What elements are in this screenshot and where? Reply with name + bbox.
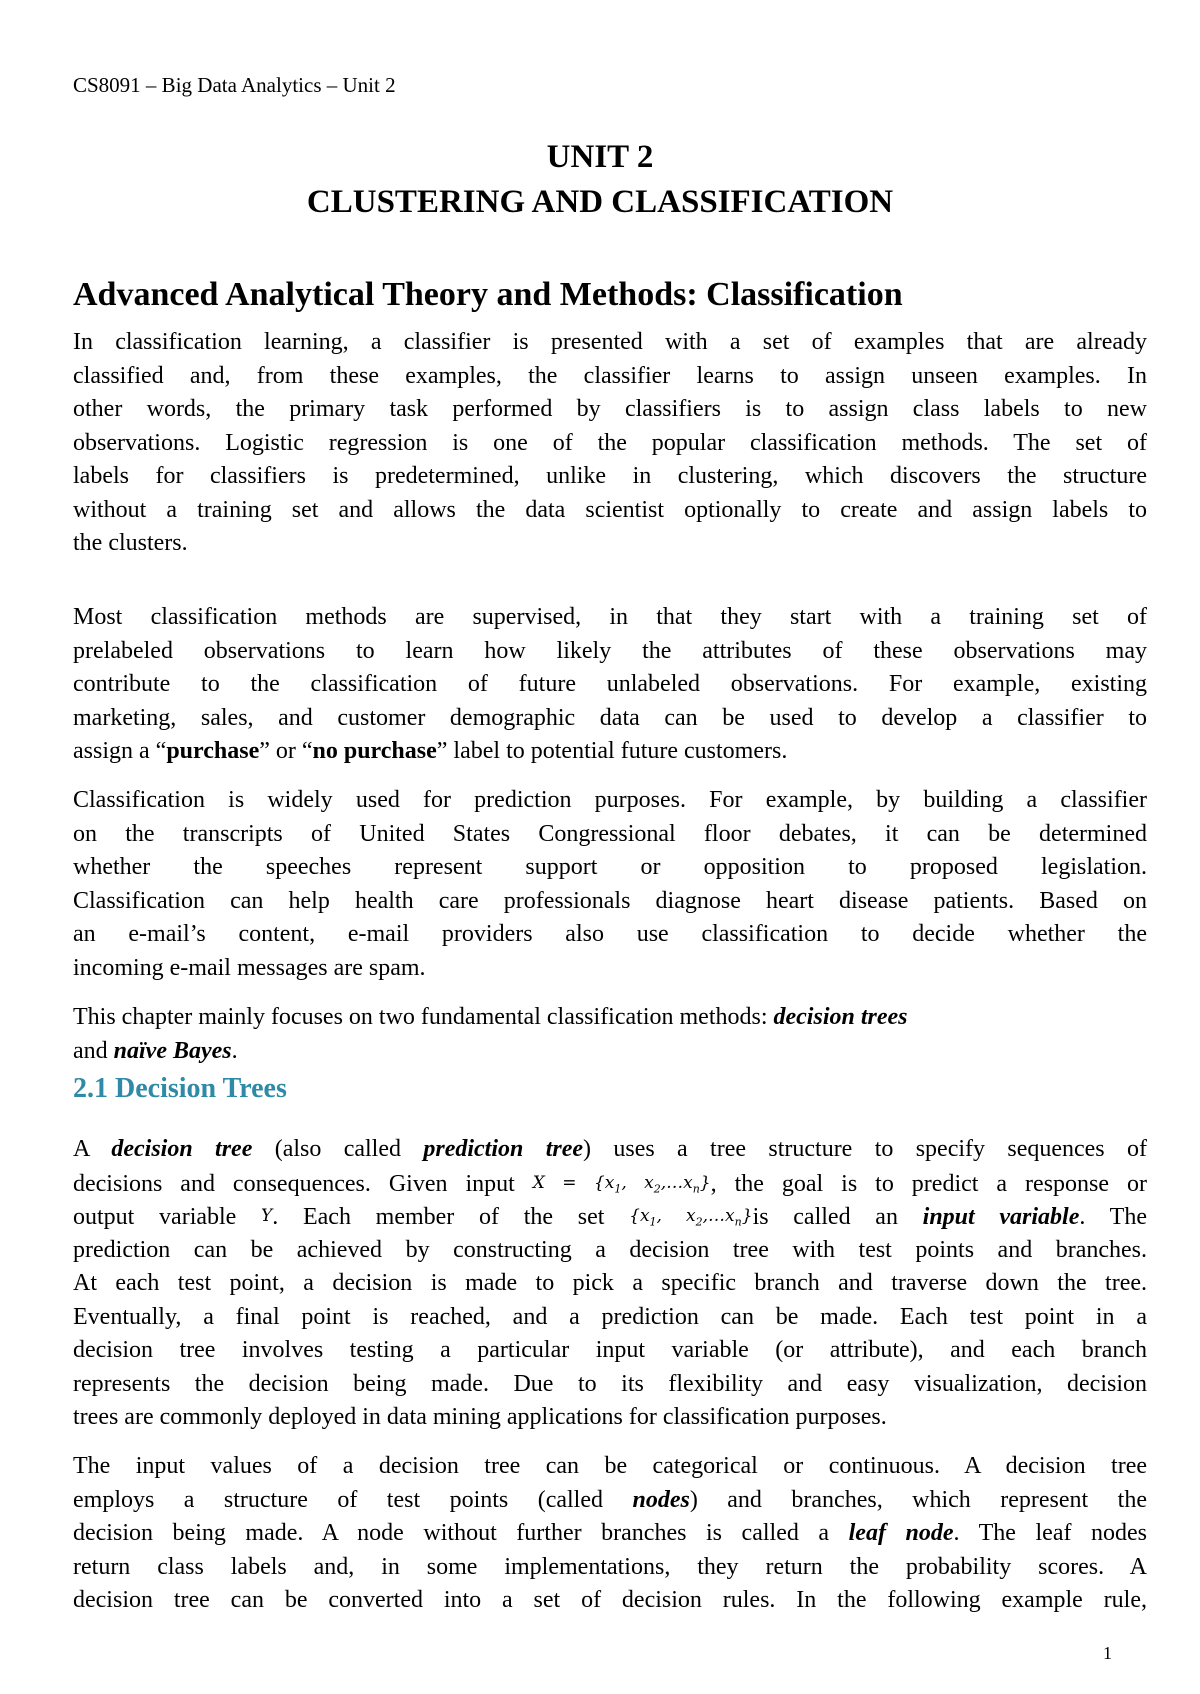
- text-line: labels for classifiers is predetermined, unlike in clustering, which discovers the structure: [73, 463, 1147, 489]
- text-line: whether the speeches represent support or opposition to proposed legislation.: [73, 854, 1147, 880]
- unit-topic: CLUSTERING AND CLASSIFICATION: [306, 184, 894, 220]
- paragraph-input-values: [73, 1450, 1147, 1618]
- term-leaf-node: leaf node: [848, 1520, 954, 1546]
- paragraph-decision-tree: [73, 1133, 1147, 1435]
- subsection-heading: 2.1 Decision Trees: [73, 1073, 287, 1104]
- text-line: decision being made. A node without further branches is called a leaf node. The leaf nodes: [73, 1520, 1148, 1546]
- unit-title: [0, 135, 1200, 225]
- term-decision-tree: decision tree: [111, 1136, 253, 1162]
- text-line: assign a “purchase” or “no purchase” label to potential future customers.: [73, 738, 788, 764]
- text-line: the clusters.: [73, 530, 188, 556]
- section-heading: Advanced Analytical Theory and Methods: Classification: [73, 276, 903, 313]
- text-line: output variable Y. Each member of the set {$x_1$, $x_2,\dots x_n\}is$ called an input variable. The: [73, 1204, 1147, 1230]
- text-line: Most classification methods are supervised, in that they start with a training set of: [73, 604, 1147, 630]
- text-line: and naïve Bayes.: [73, 1037, 238, 1064]
- text-line: incoming e-mail messages are spam.: [73, 954, 426, 981]
- purchase-label: purchase: [166, 738, 260, 764]
- text-line: prediction can be achieved by constructing a decision tree with test points and branches.: [73, 1236, 1147, 1263]
- text-line: Eventually, a final point is reached, and a prediction can be made. Each test point in a: [73, 1303, 1147, 1330]
- text-line: an e-mail’s content, e-mail providers also use classification to decide whether the: [73, 921, 1147, 947]
- text-line: represents the decision being made. Due to its flexibility and easy visualization, decision: [73, 1370, 1147, 1397]
- paragraph-supervised: [73, 601, 1147, 769]
- paragraph-focus: [73, 1001, 1147, 1068]
- text-line: decisions and consequences. Given input $X = \{x_1$, $x_2,\dots x_n$}, the goal is to predict a response or: [73, 1170, 1147, 1197]
- term-decision-trees: decision trees: [773, 1004, 908, 1030]
- text-line: The input values of a decision tree can be categorical or continuous. A decision tree: [73, 1453, 1147, 1479]
- running-header: CS8091 – Big Data Analytics – Unit 2: [73, 73, 396, 97]
- text-line: without a training set and allows the data scientist optionally to create and assign labels to: [73, 496, 1147, 523]
- set-formula: {$x_1$, $x_2,\dots x_n$}: [629, 1206, 753, 1229]
- text-line: decision tree involves testing a particular input variable (or attribute), and each branch: [73, 1337, 1147, 1363]
- text-line: employs a structure of test points (called nodes) and branches, which represent the: [73, 1486, 1148, 1513]
- term-nodes: nodes: [632, 1486, 690, 1513]
- text-line: classified and, from these examples, the classifier learns to assign unseen examples. In: [73, 362, 1147, 389]
- text-line: decision tree can be converted into a set of decision rules. In the following example rule,: [73, 1587, 1147, 1613]
- text-line: on the transcripts of United States Congressional floor debates, it can be determined: [73, 820, 1147, 847]
- text-line: observations. Logistic regression is one of the popular classification methods. The set of: [73, 429, 1147, 456]
- paragraph-prediction: [73, 784, 1147, 985]
- unit-number: UNIT 2: [546, 139, 654, 175]
- term-naive-bayes: naïve Bayes: [113, 1037, 232, 1064]
- text-line: return class labels and, in some implementations, they return the probability scores. A: [73, 1553, 1147, 1580]
- text-line: In classification learning, a classifier is presented with a set of examples that are already: [73, 329, 1147, 355]
- page-number: 1: [1103, 1643, 1112, 1663]
- text-line: This chapter mainly focuses on two fundamental classification methods: decision trees: [73, 1004, 908, 1030]
- text-line: A decision tree (also called prediction tree) uses a tree structure to specify sequences of: [73, 1136, 1147, 1162]
- text-line: Classification is widely used for prediction purposes. For example, by building a classifier: [73, 787, 1147, 813]
- text-line: At each test point, a decision is made to pick a specific branch and traverse down the tree.: [73, 1270, 1147, 1296]
- term-input-variable: input variable: [922, 1204, 1080, 1230]
- text-line: prelabeled observations to learn how likely the attributes of these observations may: [73, 637, 1147, 664]
- text-line: trees are commonly deployed in data mining applications for classification purposes.: [73, 1404, 887, 1430]
- no-purchase-label: no purchase: [312, 738, 437, 764]
- term-prediction-tree: prediction tree: [423, 1136, 584, 1162]
- input-set-formula: $X = \{x_1$, $x_2,\dots x_n$}: [532, 1172, 711, 1195]
- paragraph-intro: [73, 326, 1147, 561]
- output-variable-formula: Y: [261, 1206, 273, 1226]
- text-line: Classification can help health care professionals diagnose heart disease patients. Based on: [73, 887, 1147, 914]
- text-line: other words, the primary task performed by classifiers is to assign class labels to new: [73, 396, 1147, 422]
- text-line: contribute to the classification of future unlabeled observations. For example, existing: [73, 671, 1147, 697]
- text-line: marketing, sales, and customer demographic data can be used to develop a classifier to: [73, 704, 1147, 731]
